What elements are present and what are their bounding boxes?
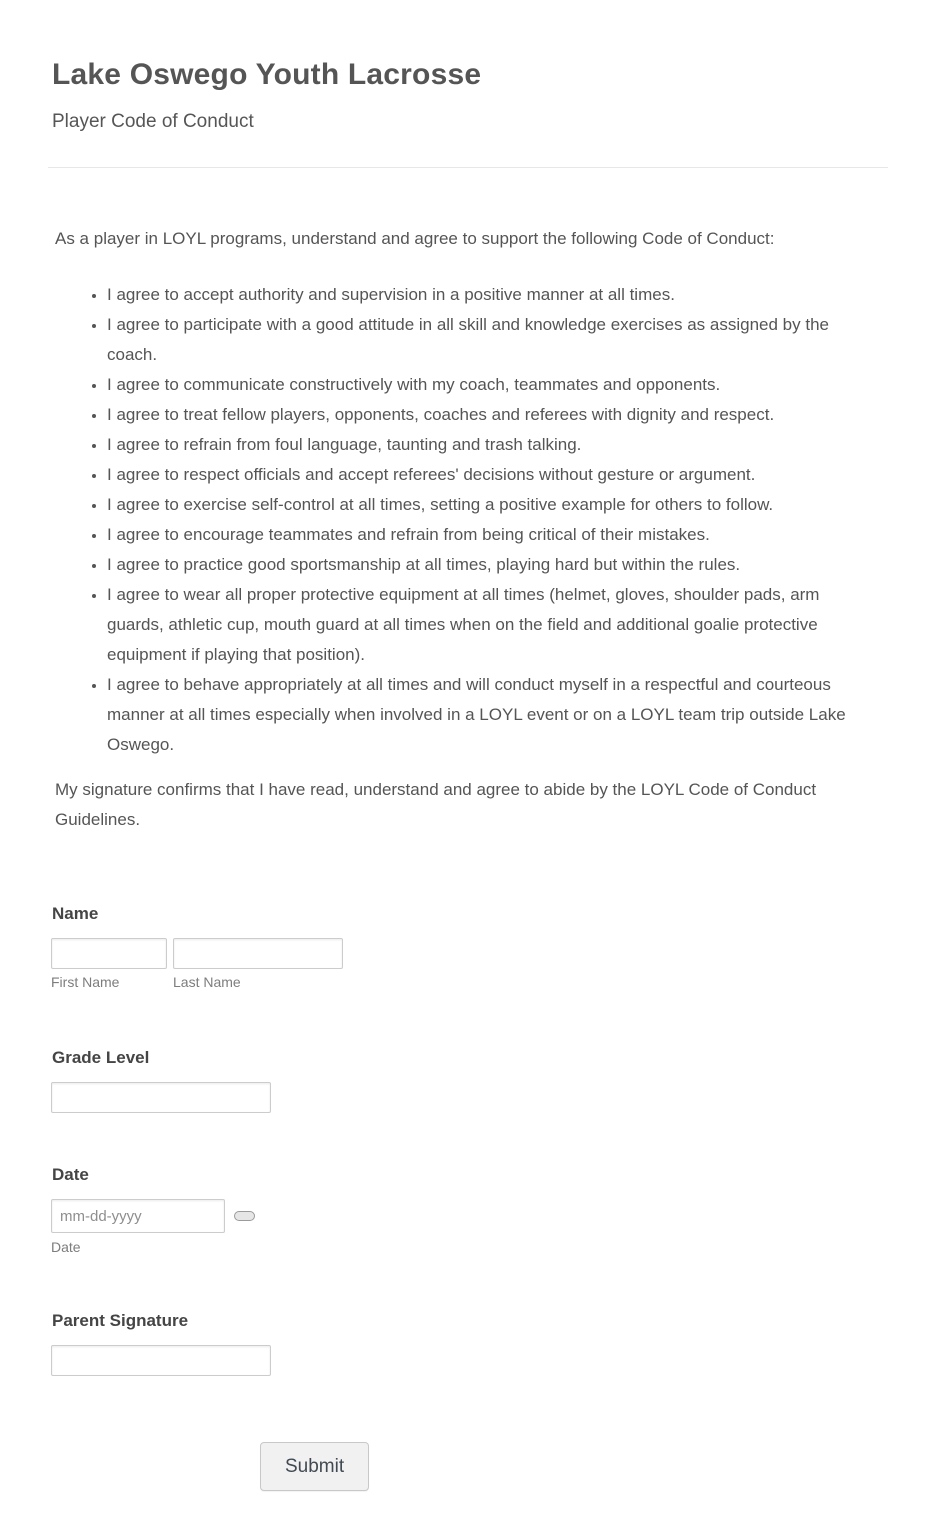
rule-item: • I agree to behave appropriately at all times and will conduct myself in a respectful and courteous manner at all times especially when involved in a LOYL event or on a LOYL team trip outside Lake Oswego. xyxy=(107,670,880,760)
date-label: Date xyxy=(52,1165,89,1184)
rule-item: • I agree to exercise self-control at all times, setting a positive example for others to follow. xyxy=(107,490,880,520)
page-title: Lake Oswego Youth Lacrosse xyxy=(52,58,482,91)
grade-level-label: Grade Level xyxy=(52,1048,150,1067)
closing-paragraph: My signature confirms that I have read, understand and agree to abide by the LOYL Code of Conduct Guidelines. xyxy=(55,780,817,829)
date-input[interactable] xyxy=(51,1199,225,1233)
calendar-icon[interactable] xyxy=(234,1211,255,1221)
last-name-sublabel: Last Name xyxy=(173,974,241,990)
first-name-group xyxy=(51,938,167,990)
date-field xyxy=(51,1165,880,1255)
rule-item: • I agree to wear all proper protective equipment at all times (helmet, gloves, shoulder pads, arm guards, athletic cup, mouth guard at all times when on the field and additional goalie protective equipment if playing that position). xyxy=(107,580,880,670)
rule-item: • I agree to refrain from foul language, taunting and trash talking. xyxy=(107,430,880,460)
parent-signature-label: Parent Signature xyxy=(52,1311,189,1330)
header-divider xyxy=(48,167,888,168)
page-subtitle: Player Code of Conduct xyxy=(52,111,254,132)
rule-item: • I agree to participate with a good attitude in all skill and knowledge exercises as assigned by the coach. xyxy=(107,310,880,370)
submit-row xyxy=(51,1442,880,1491)
date-input-row xyxy=(51,1199,880,1233)
form-fields xyxy=(0,904,930,1491)
rule-item: • I agree to practice good sportsmanship at all times, playing hard but within the rules. xyxy=(107,550,880,580)
grade-level-input[interactable] xyxy=(51,1082,271,1113)
last-name-input[interactable] xyxy=(173,938,343,969)
parent-signature-input[interactable] xyxy=(51,1345,271,1376)
name-field xyxy=(51,904,880,990)
submit-button[interactable]: Submit xyxy=(260,1442,369,1491)
first-name-input[interactable] xyxy=(51,938,167,969)
code-of-conduct-list xyxy=(55,280,880,760)
code-of-conduct-section xyxy=(0,224,930,835)
last-name-group xyxy=(173,938,343,990)
rule-item: • I agree to encourage teammates and refrain from being critical of their mistakes. xyxy=(107,520,880,550)
rule-item: • I agree to accept authority and supervision in a positive manner at all times. xyxy=(107,280,880,310)
date-sublabel: Date xyxy=(51,1239,81,1255)
rule-item: • I agree to treat fellow players, opponents, coaches and referees with dignity and respect. xyxy=(107,400,880,430)
parent-signature-field xyxy=(51,1311,880,1376)
first-name-sublabel: First Name xyxy=(51,974,120,990)
rule-item: • I agree to communicate constructively with my coach, teammates and opponents. xyxy=(107,370,880,400)
rule-item: • I agree to respect officials and accept referees' decisions without gesture or argument. xyxy=(107,460,880,490)
grade-level-field xyxy=(51,1048,880,1113)
name-inputs-row xyxy=(51,938,880,990)
intro-paragraph: As a player in LOYL programs, understand and agree to support the following Code of Conduct: xyxy=(55,229,775,248)
name-label: Name xyxy=(52,904,99,923)
form-header xyxy=(0,0,930,133)
